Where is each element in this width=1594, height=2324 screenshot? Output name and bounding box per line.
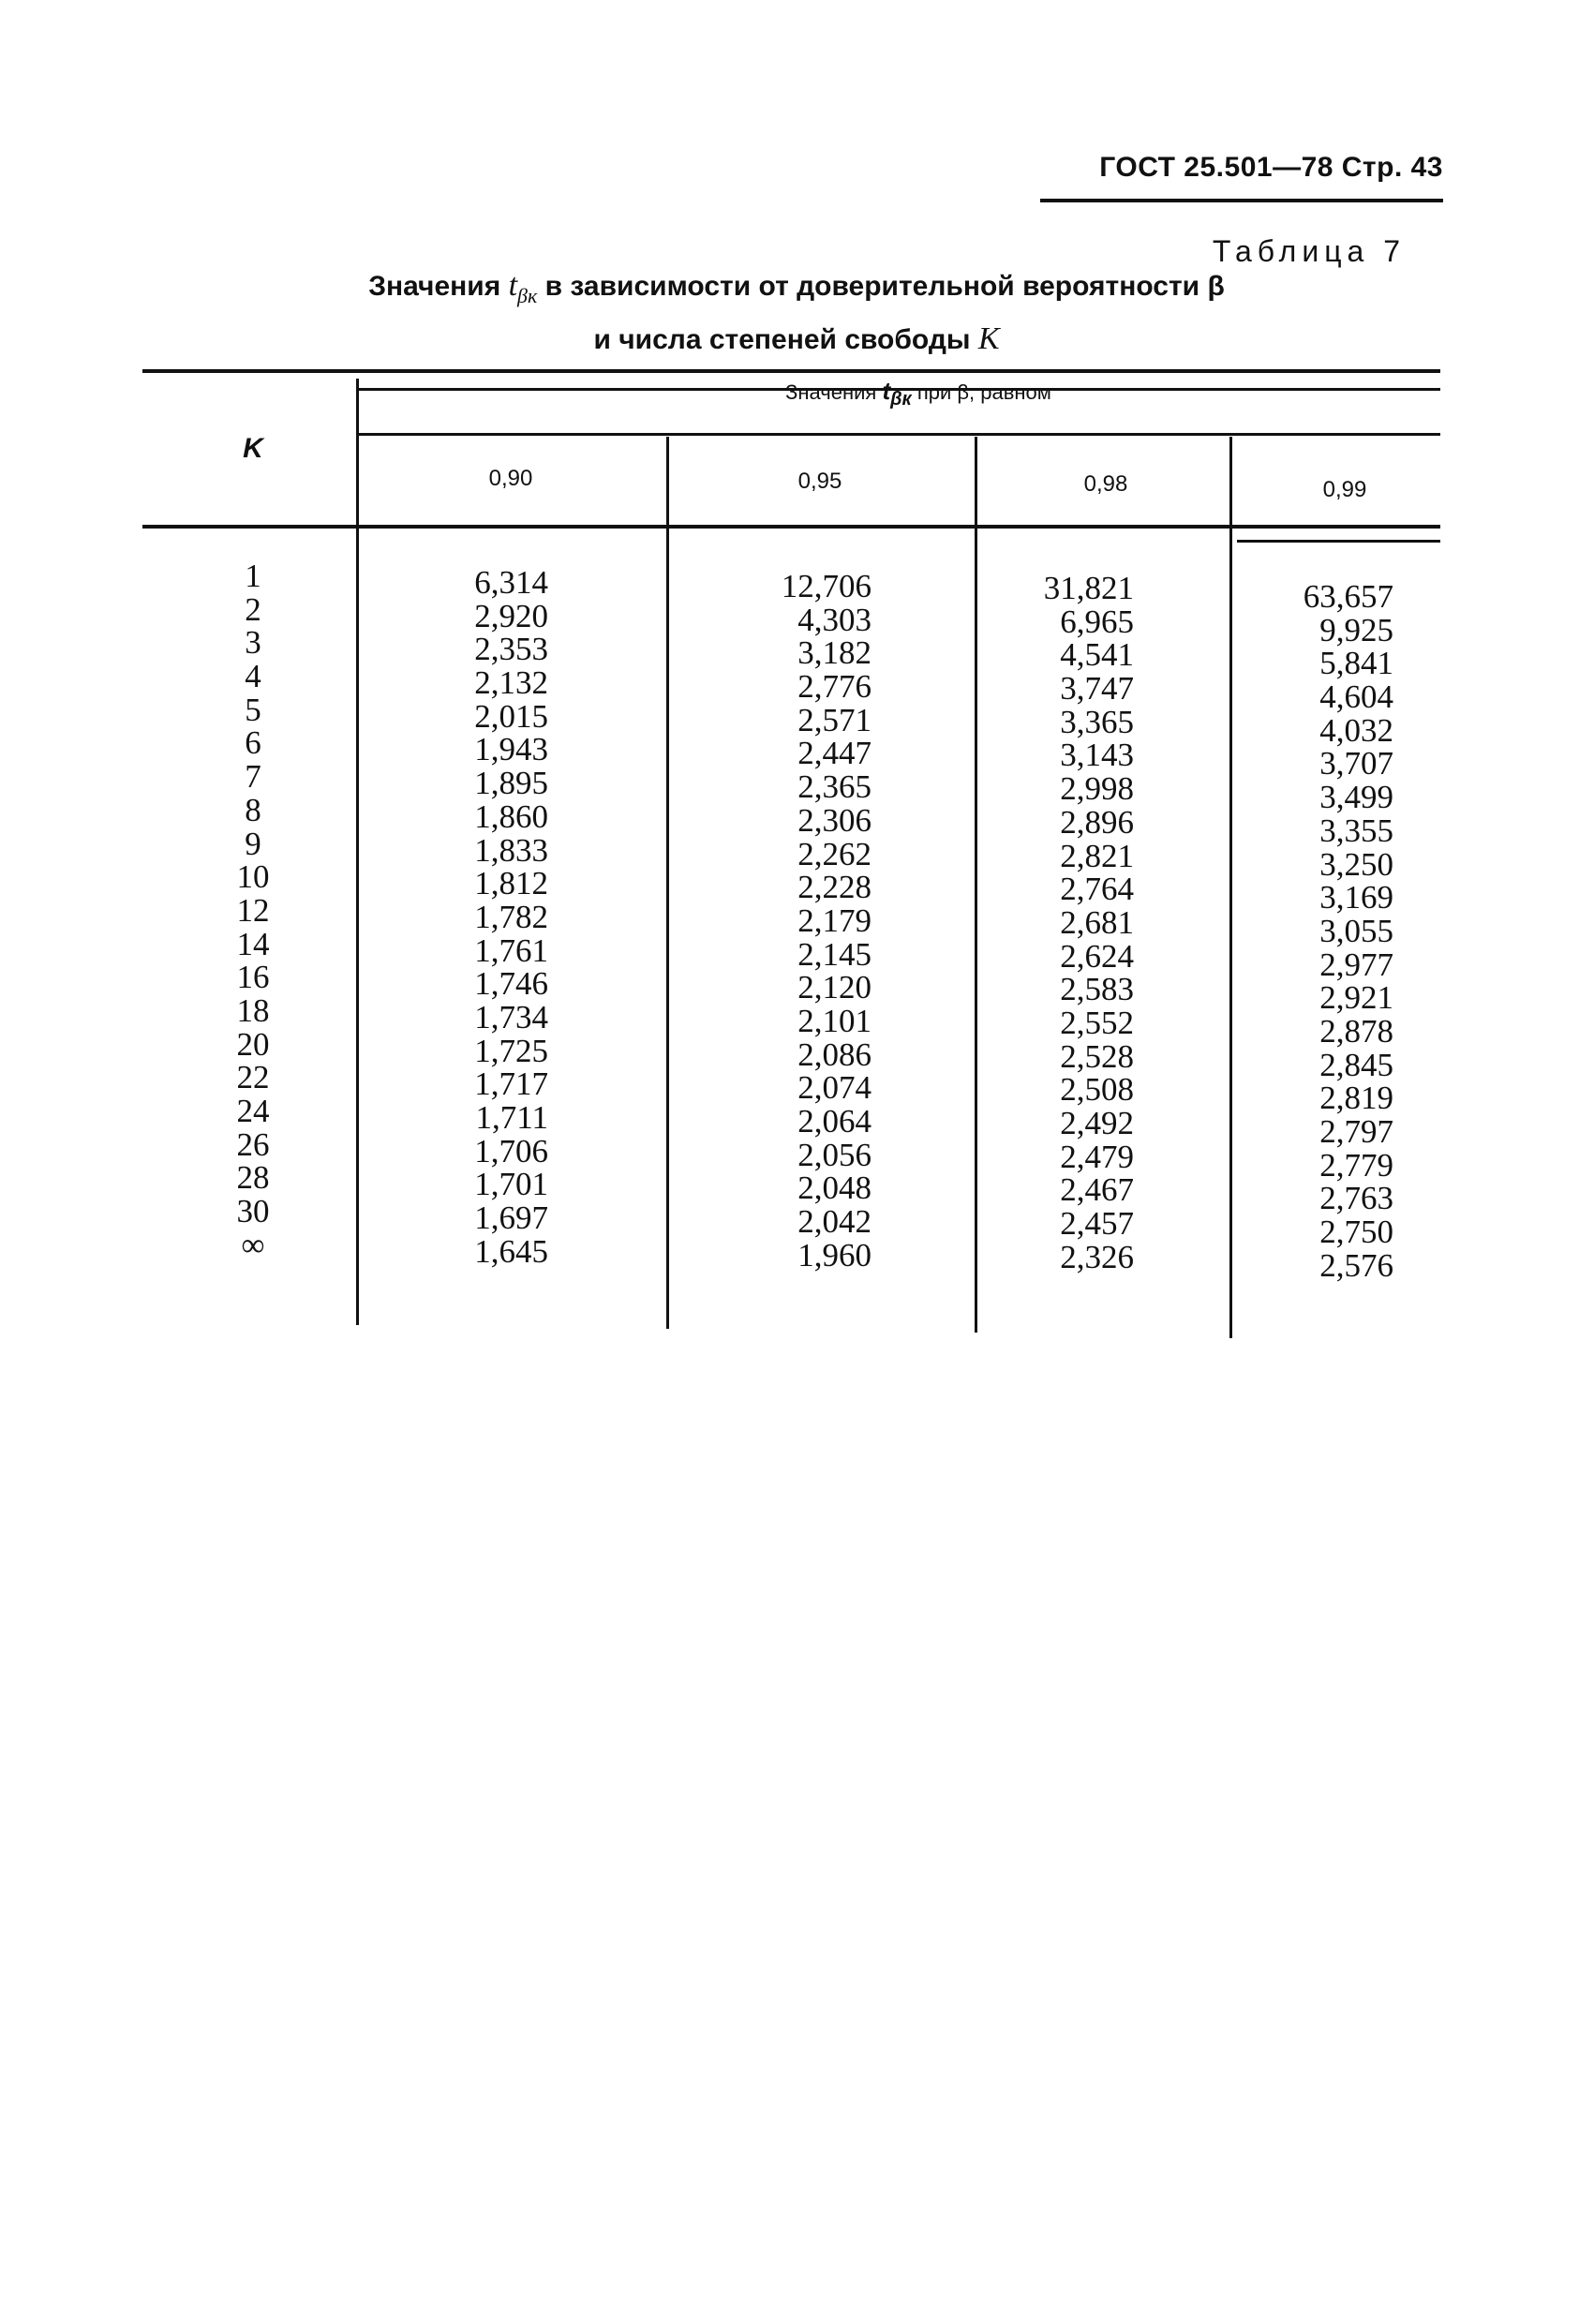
- table-cell: 2,845: [1319, 1046, 1393, 1083]
- table-cell: 3,365: [1060, 703, 1134, 740]
- caption-prefix: Значения: [368, 271, 501, 302]
- table-cell: 2,120: [797, 969, 871, 1006]
- table-number: Таблица 7: [1212, 234, 1406, 268]
- table-cell: 2,179: [797, 901, 871, 939]
- table-cell: 1,943: [474, 731, 548, 768]
- table-cell: 1,895: [474, 765, 548, 802]
- table-cell: 6,314: [474, 564, 548, 601]
- group-header: Значения $t_{\beta к}$ при β, равном: [785, 377, 1051, 410]
- table-cell: 2,326: [1060, 1238, 1134, 1275]
- table-cell: 12: [236, 891, 270, 929]
- page-header: ГОСТ 25.501—78 Стр. 43: [1099, 152, 1443, 183]
- table-cell: 2,074: [797, 1069, 871, 1107]
- table-cell: 2,552: [1060, 1004, 1134, 1041]
- table-cell: 2,583: [1060, 971, 1134, 1008]
- table-cell: 1,734: [474, 998, 548, 1035]
- table-cell: 2,878: [1319, 1012, 1393, 1050]
- table-cell: 3,707: [1319, 745, 1393, 782]
- table-cell: 2,056: [797, 1136, 871, 1173]
- table-cell: 2,306: [797, 801, 871, 839]
- table-cell: 20: [236, 1025, 270, 1063]
- table-cell: 3,499: [1319, 779, 1393, 816]
- k-values-column: [225, 559, 281, 1261]
- table-cell: 9: [245, 825, 261, 862]
- column-header-095: 0,95: [797, 469, 842, 494]
- table-cell: 5,841: [1319, 645, 1393, 682]
- values-column-099: [1276, 580, 1393, 1282]
- header-underline: [1040, 199, 1443, 202]
- header-bottom-rule: [142, 525, 1440, 529]
- table-cell: 63,657: [1303, 578, 1393, 615]
- table-cell: 2,508: [1060, 1071, 1134, 1109]
- table-cell: 1,960: [797, 1236, 871, 1274]
- caption-line-2: и числа степеней свободы K: [593, 320, 1000, 356]
- table-cell: 2,467: [1060, 1171, 1134, 1209]
- table-cell: 2,457: [1060, 1205, 1134, 1243]
- table-cell: 2,920: [474, 597, 548, 634]
- table-cell: 31,821: [1043, 570, 1134, 606]
- column-divider-098: [1229, 437, 1232, 1338]
- k-column-header: K: [243, 433, 263, 464]
- table-cell: 2,145: [797, 935, 871, 973]
- table-cell: 6,965: [1060, 603, 1134, 640]
- table-cell: 18: [236, 991, 270, 1029]
- table-cell: 2,764: [1060, 871, 1134, 908]
- table-cell: 2,571: [797, 701, 871, 738]
- table-cell: 2: [245, 590, 261, 628]
- table-caption: [187, 264, 1406, 362]
- table-cell: ∞: [241, 1226, 265, 1263]
- table-cell: 2,819: [1319, 1080, 1393, 1117]
- table-cell: 4,541: [1060, 636, 1134, 674]
- table-cell: 2,447: [797, 735, 871, 772]
- column-header-099: 0,99: [1322, 477, 1367, 502]
- table-cell: 2,086: [797, 1035, 871, 1073]
- table-cell: 5: [245, 691, 261, 728]
- table-cell: 3,355: [1319, 812, 1393, 849]
- table-cell: 2,015: [474, 697, 548, 735]
- column-header-098: 0,98: [1083, 471, 1128, 497]
- table-cell: 2,042: [797, 1203, 871, 1241]
- table-cell: 26: [236, 1125, 270, 1163]
- table-cell: 3,250: [1319, 845, 1393, 883]
- table-cell: 1,761: [474, 931, 548, 969]
- table-cell: 3: [245, 624, 261, 662]
- table-cell: 2,750: [1319, 1214, 1393, 1251]
- table-cell: 1,782: [474, 898, 548, 935]
- caption-symbol: $t_{\beta к}$: [508, 268, 538, 307]
- table-cell: 1,706: [474, 1132, 548, 1169]
- table-cell: 2,896: [1060, 803, 1134, 841]
- table-cell: 2,821: [1060, 837, 1134, 874]
- table-cell: 28: [236, 1159, 270, 1197]
- table-cell: 2,763: [1319, 1180, 1393, 1217]
- table-cell: 2,262: [797, 835, 871, 872]
- caption-var-k: K: [977, 320, 1000, 356]
- table-cell: 1,833: [474, 831, 548, 869]
- table-cell: 2,228: [797, 869, 871, 906]
- table-cell: 8: [245, 791, 261, 828]
- caption-suffix: в зависимости от доверительной вероятности β: [544, 271, 1225, 302]
- table-cell: 2,064: [797, 1103, 871, 1140]
- table-cell: 2,624: [1060, 937, 1134, 975]
- table-cell: 10: [236, 858, 270, 896]
- table-cell: 1,717: [474, 1065, 548, 1103]
- table-cell: 4: [245, 658, 261, 695]
- table-cell: 2,132: [474, 664, 548, 702]
- column-header-090: 0,90: [488, 466, 533, 491]
- column-divider-090: [666, 437, 669, 1329]
- table-cell: 3,055: [1319, 912, 1393, 949]
- table-cell: 2,576: [1319, 1246, 1393, 1284]
- table-cell: 3,169: [1319, 879, 1393, 916]
- table-cell: 2,492: [1060, 1105, 1134, 1141]
- table-cell: 16: [236, 959, 270, 996]
- table-cell: 1,746: [474, 965, 548, 1003]
- table-cell: 1: [245, 558, 261, 594]
- table-cell: 1,725: [474, 1032, 548, 1069]
- values-column-090: [431, 566, 548, 1268]
- table-cell: 24: [236, 1093, 270, 1129]
- table-cell: 2,681: [1060, 903, 1134, 941]
- table-cell: 1,645: [474, 1232, 548, 1270]
- table-cell: 2,353: [474, 631, 548, 668]
- table-cell: 7: [245, 758, 261, 796]
- table-cell: 14: [236, 925, 270, 962]
- table-cell: 2,048: [797, 1169, 871, 1207]
- table-cell: 2,365: [797, 768, 871, 806]
- column-divider-095: [975, 437, 977, 1333]
- caption-line-1: [187, 264, 1406, 318]
- table-cell: 30: [236, 1193, 270, 1230]
- table-cell: 6: [245, 724, 261, 762]
- table-cell: 2,998: [1060, 770, 1134, 808]
- table-cell: 2,977: [1319, 946, 1393, 983]
- table-cell: 1,860: [474, 797, 548, 835]
- table-cell: 2,921: [1319, 979, 1393, 1017]
- table-cell: 2,779: [1319, 1146, 1393, 1184]
- table-cell: 2,101: [797, 1002, 871, 1039]
- table-cell: 3,747: [1060, 670, 1134, 708]
- table-cell: 4,032: [1319, 711, 1393, 749]
- subheader-bottom-rule: [1237, 540, 1440, 543]
- table-cell: 12,706: [781, 568, 871, 604]
- column-divider-k: [356, 379, 359, 1325]
- table-cell: 22: [236, 1059, 270, 1096]
- group-header-bottom-rule: [358, 433, 1440, 436]
- table-top-rule: [142, 369, 1440, 373]
- table-cell: 2,797: [1319, 1113, 1393, 1150]
- table-cell: 3,182: [797, 634, 871, 672]
- table-cell: 1,701: [474, 1166, 548, 1203]
- values-column-098: [1017, 572, 1134, 1274]
- table-cell: 1,812: [474, 865, 548, 902]
- table-cell: 4,604: [1319, 678, 1393, 716]
- table-cell: 2,776: [797, 668, 871, 706]
- table-cell: 3,143: [1060, 737, 1134, 774]
- table-cell: 2,479: [1060, 1138, 1134, 1175]
- group-header-symbol: $t_{\beta к}$: [882, 377, 912, 410]
- values-column-095: [740, 570, 871, 1272]
- table-cell: 4,303: [797, 601, 871, 638]
- table-cell: 1,711: [475, 1099, 548, 1136]
- table-cell: 9,925: [1319, 611, 1393, 648]
- table-cell: 2,528: [1060, 1037, 1134, 1075]
- table-cell: 1,697: [474, 1199, 548, 1237]
